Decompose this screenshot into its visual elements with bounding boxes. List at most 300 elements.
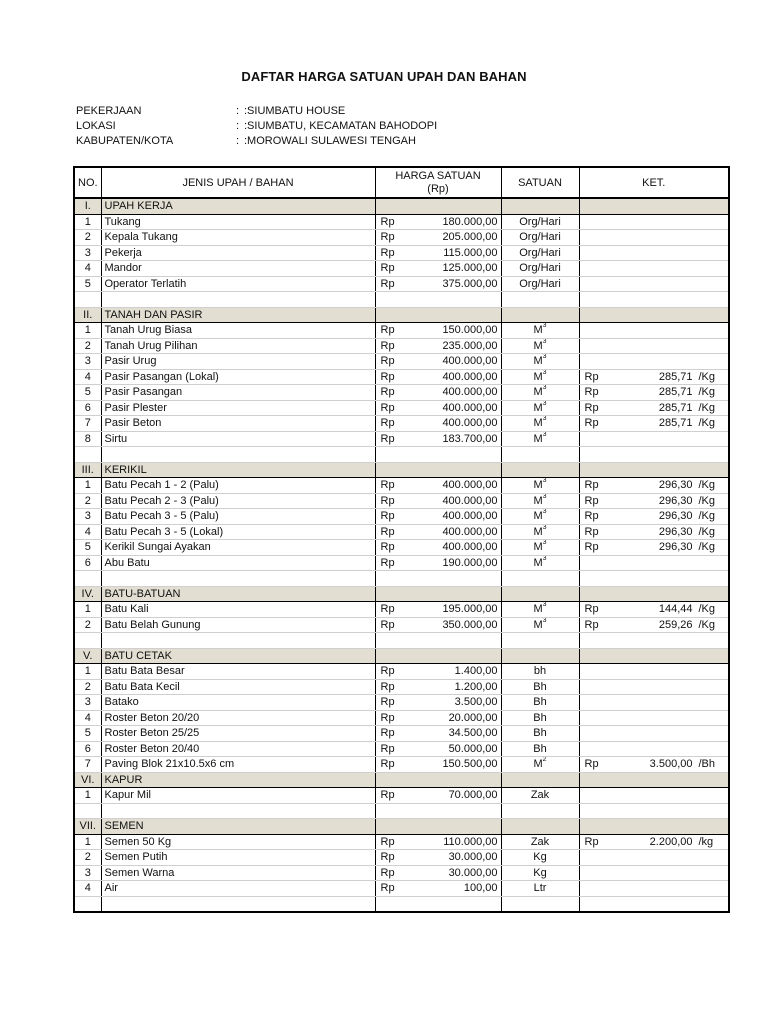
section-cell xyxy=(501,307,579,323)
item-unit-cell xyxy=(501,695,579,711)
item-ket-cell xyxy=(579,834,729,850)
price-currency: Rp xyxy=(380,386,395,399)
price-value: 115.000,00 xyxy=(443,246,498,259)
ket-value: 296,30 xyxy=(658,479,693,492)
item-price-cell xyxy=(375,245,501,261)
item-price xyxy=(379,432,498,446)
price-table xyxy=(73,166,730,913)
item-ket xyxy=(583,509,726,523)
item-unit: M xyxy=(533,541,543,554)
ket-unit: /Kg xyxy=(698,510,716,523)
item-unit: M xyxy=(533,525,543,538)
ket-value: 296,30 xyxy=(658,541,693,554)
item-ket xyxy=(583,370,726,384)
item-ket-cell xyxy=(579,276,729,292)
meta-separator: : xyxy=(236,120,240,132)
item-price xyxy=(379,509,498,523)
item-name: Batu Bata Kecil xyxy=(101,679,375,695)
price-currency: Rp xyxy=(380,603,395,616)
item-ket xyxy=(583,602,726,616)
blank-row xyxy=(74,571,729,587)
item-price-cell xyxy=(375,354,501,370)
meta-label: PEKERJAAN xyxy=(76,105,142,117)
meta-label: LOKASI xyxy=(76,120,116,132)
ket-value: 285,71 xyxy=(658,370,693,383)
table-row xyxy=(74,788,729,804)
ket-currency: Rp xyxy=(584,835,599,848)
table-row xyxy=(74,741,729,757)
price-value: 400.000,00 xyxy=(442,417,498,430)
item-ket xyxy=(583,401,726,415)
item-number: 2 xyxy=(74,338,101,354)
price-currency: Rp xyxy=(380,525,395,538)
item-price xyxy=(379,742,498,756)
item-name: Pasir Pasangan xyxy=(101,385,375,401)
header-ket: KET. xyxy=(579,167,729,198)
table-row xyxy=(74,416,729,432)
section-cell xyxy=(375,586,501,602)
item-price-cell xyxy=(375,710,501,726)
blank-cell xyxy=(579,896,729,912)
table-row xyxy=(74,323,729,339)
ket-unit: /Kg xyxy=(698,541,716,554)
item-ket xyxy=(583,494,726,508)
section-title: BATU-BATUAN xyxy=(101,586,375,602)
item-name: Batu Kali xyxy=(101,602,375,618)
ket-unit: /Kg xyxy=(698,417,716,430)
item-price-cell xyxy=(375,369,501,385)
table-row xyxy=(74,834,729,850)
item-price-cell xyxy=(375,602,501,618)
project-info xyxy=(76,104,437,149)
item-ket-cell xyxy=(579,726,729,742)
price-currency: Rp xyxy=(380,401,395,414)
item-price xyxy=(379,602,498,616)
item-unit: M xyxy=(533,417,543,430)
table-row xyxy=(74,865,729,881)
item-price xyxy=(379,261,498,275)
meta-row-pekerjaan xyxy=(76,104,437,119)
item-ket-cell xyxy=(579,478,729,494)
item-price xyxy=(379,540,498,554)
price-currency: Rp xyxy=(380,370,395,383)
item-name: Batu Belah Gunung xyxy=(101,617,375,633)
item-unit-cell xyxy=(501,338,579,354)
item-unit: M xyxy=(533,479,543,492)
item-unit: Kg xyxy=(533,851,547,864)
blank-cell xyxy=(375,803,501,819)
item-unit: M xyxy=(533,401,543,414)
item-ket-cell xyxy=(579,261,729,277)
item-name: Kepala Tukang xyxy=(101,230,375,246)
item-price xyxy=(379,850,498,864)
section-cell xyxy=(375,772,501,788)
item-ket-cell xyxy=(579,354,729,370)
item-unit: M xyxy=(533,339,543,352)
unit-exponent: 2 xyxy=(542,756,547,764)
price-value: 34.500,00 xyxy=(448,727,498,740)
price-value: 195.000,00 xyxy=(442,603,498,616)
section-cell xyxy=(501,648,579,664)
blank-row xyxy=(74,896,729,912)
blank-cell xyxy=(579,292,729,308)
item-price xyxy=(379,711,498,725)
item-unit: M xyxy=(533,386,543,399)
item-ket xyxy=(583,385,726,399)
table-row xyxy=(74,276,729,292)
ket-value: 285,71 xyxy=(658,386,693,399)
table-row xyxy=(74,338,729,354)
price-currency: Rp xyxy=(380,231,395,244)
section-row xyxy=(74,819,729,835)
header-price xyxy=(375,167,501,198)
item-name: Pasir Pasangan (Lokal) xyxy=(101,369,375,385)
blank-cell xyxy=(74,896,101,912)
item-price-cell xyxy=(375,726,501,742)
item-price-cell xyxy=(375,261,501,277)
item-number: 5 xyxy=(74,385,101,401)
section-row xyxy=(74,648,729,664)
table-row xyxy=(74,850,729,866)
item-price xyxy=(379,478,498,492)
section-title: KAPUR xyxy=(101,772,375,788)
item-unit-cell xyxy=(501,323,579,339)
price-currency: Rp xyxy=(380,618,395,631)
unit-exponent: 3 xyxy=(542,493,547,500)
item-ket-cell xyxy=(579,338,729,354)
unit-exponent: 3 xyxy=(542,539,547,547)
price-currency: Rp xyxy=(380,556,395,569)
price-value: 1.400,00 xyxy=(454,665,498,678)
item-number: 3 xyxy=(74,354,101,370)
price-value: 180.000,00 xyxy=(442,215,498,228)
item-name: Paving Blok 21x10.5x6 cm xyxy=(101,757,375,773)
price-value: 20.000,00 xyxy=(448,711,498,724)
item-number: 4 xyxy=(74,261,101,277)
price-currency: Rp xyxy=(380,758,395,771)
item-price xyxy=(379,339,498,353)
table-row xyxy=(74,245,729,261)
item-price-cell xyxy=(375,850,501,866)
price-value: 400.000,00 xyxy=(442,479,498,492)
item-price-cell xyxy=(375,695,501,711)
price-value: 125.000,00 xyxy=(442,262,498,275)
table-row xyxy=(74,524,729,540)
item-ket-cell xyxy=(579,245,729,261)
item-price-cell xyxy=(375,679,501,695)
item-unit: M xyxy=(533,556,543,569)
item-unit: Bh xyxy=(533,727,547,740)
item-ket-cell xyxy=(579,757,729,773)
ket-value: 3.500,00 xyxy=(649,758,693,771)
price-value: 400.000,00 xyxy=(442,494,498,507)
item-unit-cell xyxy=(501,524,579,540)
item-number: 2 xyxy=(74,850,101,866)
item-unit: Org/Hari xyxy=(519,262,561,275)
blank-cell xyxy=(375,447,501,463)
price-value: 110.000,00 xyxy=(443,835,498,848)
item-price-cell xyxy=(375,555,501,571)
blank-cell xyxy=(375,292,501,308)
item-unit: bh xyxy=(533,665,547,678)
item-ket-cell xyxy=(579,602,729,618)
table-row xyxy=(74,710,729,726)
section-number: II. xyxy=(74,307,101,323)
unit-exponent: 3 xyxy=(542,338,547,345)
section-cell xyxy=(501,462,579,478)
price-currency: Rp xyxy=(380,866,395,879)
item-price xyxy=(379,695,498,709)
header-name: JENIS UPAH / BAHAN xyxy=(101,167,375,198)
item-number: 1 xyxy=(74,214,101,230)
ket-currency: Rp xyxy=(584,758,599,771)
item-number: 5 xyxy=(74,276,101,292)
item-number: 1 xyxy=(74,478,101,494)
item-name: Mandor xyxy=(101,261,375,277)
item-ket-cell xyxy=(579,865,729,881)
item-unit-cell xyxy=(501,369,579,385)
item-price xyxy=(379,664,498,678)
item-unit: Bh xyxy=(533,680,547,693)
section-cell xyxy=(579,462,729,478)
table-row xyxy=(74,261,729,277)
item-price-cell xyxy=(375,865,501,881)
unit-exponent: 3 xyxy=(542,555,547,562)
price-value: 30.000,00 xyxy=(448,851,498,864)
item-ket xyxy=(583,416,726,430)
item-name: Batu Bata Besar xyxy=(101,664,375,680)
blank-cell xyxy=(74,571,101,587)
section-cell xyxy=(375,819,501,835)
ket-currency: Rp xyxy=(584,370,599,383)
section-cell xyxy=(579,198,729,214)
item-price xyxy=(379,835,498,849)
unit-exponent: 3 xyxy=(542,508,547,516)
blank-cell xyxy=(74,633,101,649)
item-price-cell xyxy=(375,431,501,447)
meta-row-kabupaten xyxy=(76,134,437,149)
section-cell xyxy=(375,198,501,214)
ket-currency: Rp xyxy=(584,494,599,507)
item-ket xyxy=(583,478,726,492)
item-ket-cell xyxy=(579,555,729,571)
item-number: 6 xyxy=(74,555,101,571)
item-number: 7 xyxy=(74,416,101,432)
price-value: 400.000,00 xyxy=(442,401,498,414)
blank-cell xyxy=(501,292,579,308)
item-price xyxy=(379,215,498,229)
item-price xyxy=(379,494,498,508)
price-value: 375.000,00 xyxy=(442,277,498,290)
ket-value: 285,71 xyxy=(658,401,693,414)
price-value: 400.000,00 xyxy=(442,525,498,538)
item-ket-cell xyxy=(579,741,729,757)
section-title: SEMEN xyxy=(101,819,375,835)
table-row xyxy=(74,679,729,695)
meta-separator: : xyxy=(236,135,240,147)
table-row xyxy=(74,385,729,401)
item-unit: Zak xyxy=(530,835,550,848)
item-price-cell xyxy=(375,617,501,633)
ket-value: 296,30 xyxy=(658,510,693,523)
item-unit-cell xyxy=(501,509,579,525)
item-price-cell xyxy=(375,276,501,292)
table-row xyxy=(74,757,729,773)
item-unit: M xyxy=(533,355,543,368)
ket-currency: Rp xyxy=(584,525,599,538)
item-price xyxy=(379,556,498,570)
item-price-cell xyxy=(375,400,501,416)
blank-cell xyxy=(579,571,729,587)
item-name: Pasir Urug xyxy=(101,354,375,370)
blank-cell xyxy=(101,633,375,649)
item-ket xyxy=(583,757,726,771)
item-price xyxy=(379,416,498,430)
section-title: TANAH DAN PASIR xyxy=(101,307,375,323)
meta-row-lokasi xyxy=(76,119,437,134)
item-unit-cell xyxy=(501,850,579,866)
item-name: Batako xyxy=(101,695,375,711)
item-number: 2 xyxy=(74,617,101,633)
item-name: Semen Putih xyxy=(101,850,375,866)
table-row xyxy=(74,664,729,680)
section-cell xyxy=(579,307,729,323)
item-ket-cell xyxy=(579,230,729,246)
item-ket-cell xyxy=(579,850,729,866)
table-row xyxy=(74,602,729,618)
price-currency: Rp xyxy=(380,742,395,755)
item-unit-cell xyxy=(501,664,579,680)
item-price-cell xyxy=(375,385,501,401)
section-number: IV. xyxy=(74,586,101,602)
item-number: 3 xyxy=(74,865,101,881)
item-price xyxy=(379,230,498,244)
table-header xyxy=(74,167,729,198)
item-number: 5 xyxy=(74,540,101,556)
price-currency: Rp xyxy=(380,324,395,337)
section-title: KERIKIL xyxy=(101,462,375,478)
ket-value: 285,71 xyxy=(658,417,693,430)
item-price xyxy=(379,618,498,632)
header-no: NO. xyxy=(74,167,101,198)
table-row xyxy=(74,617,729,633)
item-unit-cell xyxy=(501,881,579,897)
unit-exponent: 3 xyxy=(542,322,547,330)
unit-exponent: 3 xyxy=(542,400,547,407)
price-currency: Rp xyxy=(380,479,395,492)
item-name: Sirtu xyxy=(101,431,375,447)
price-currency: Rp xyxy=(380,417,395,430)
blank-row xyxy=(74,292,729,308)
price-currency: Rp xyxy=(380,696,395,709)
item-price xyxy=(379,277,498,291)
price-value: 350.000,00 xyxy=(442,618,498,631)
item-price-cell xyxy=(375,881,501,897)
blank-cell xyxy=(375,896,501,912)
item-name: Batu Pecah 3 - 5 (Palu) xyxy=(101,509,375,525)
item-unit-cell xyxy=(501,261,579,277)
item-price-cell xyxy=(375,416,501,432)
item-ket-cell xyxy=(579,617,729,633)
price-currency: Rp xyxy=(380,510,395,523)
price-currency: Rp xyxy=(380,727,395,740)
item-number: 4 xyxy=(74,369,101,385)
price-value: 205.000,00 xyxy=(442,231,498,244)
price-currency: Rp xyxy=(380,851,395,864)
price-currency: Rp xyxy=(380,541,395,554)
item-ket-cell xyxy=(579,788,729,804)
item-ket-cell xyxy=(579,664,729,680)
item-ket xyxy=(583,525,726,539)
unit-exponent: 3 xyxy=(542,384,547,392)
item-unit: Bh xyxy=(533,742,547,755)
ket-unit: /kg xyxy=(698,835,714,848)
price-value: 183.700,00 xyxy=(442,432,498,445)
item-number: 4 xyxy=(74,881,101,897)
ket-unit: /Bh xyxy=(698,758,716,771)
item-number: 8 xyxy=(74,431,101,447)
price-currency: Rp xyxy=(380,711,395,724)
section-row xyxy=(74,586,729,602)
ket-value: 296,30 xyxy=(658,525,693,538)
blank-cell xyxy=(501,633,579,649)
price-value: 50.000,00 xyxy=(448,742,498,755)
section-number: V. xyxy=(74,648,101,664)
price-value: 30.000,00 xyxy=(448,866,498,879)
item-unit: Org/Hari xyxy=(519,215,561,228)
item-ket-cell xyxy=(579,400,729,416)
item-unit: M xyxy=(533,603,543,616)
meta-value: :MOROWALI SULAWESI TENGAH xyxy=(244,135,416,147)
section-title: UPAH KERJA xyxy=(101,198,375,214)
section-number: III. xyxy=(74,462,101,478)
item-unit: M xyxy=(533,432,543,445)
blank-cell xyxy=(74,803,101,819)
item-ket-cell xyxy=(579,679,729,695)
blank-cell xyxy=(501,803,579,819)
item-price-cell xyxy=(375,493,501,509)
item-price xyxy=(379,866,498,880)
table-row xyxy=(74,881,729,897)
ket-value: 296,30 xyxy=(658,494,693,507)
item-name: Air xyxy=(101,881,375,897)
item-price-cell xyxy=(375,540,501,556)
item-ket-cell xyxy=(579,323,729,339)
section-row xyxy=(74,198,729,214)
item-unit-cell xyxy=(501,679,579,695)
item-name: Kapur Mil xyxy=(101,788,375,804)
section-cell xyxy=(579,648,729,664)
table-row xyxy=(74,400,729,416)
section-cell xyxy=(375,648,501,664)
section-cell xyxy=(501,819,579,835)
item-unit-cell xyxy=(501,726,579,742)
ket-unit: /Kg xyxy=(698,370,716,383)
ket-unit: /Kg xyxy=(698,618,716,631)
item-ket-cell xyxy=(579,540,729,556)
item-price-cell xyxy=(375,478,501,494)
item-number: 5 xyxy=(74,726,101,742)
ket-unit: /Kg xyxy=(698,525,716,538)
item-price-cell xyxy=(375,757,501,773)
document-title: DAFTAR HARGA SATUAN UPAH DAN BAHAN xyxy=(241,69,527,84)
price-value: 150.000,00 xyxy=(442,324,498,337)
item-name: Roster Beton 20/40 xyxy=(101,741,375,757)
ket-unit: /Kg xyxy=(698,479,716,492)
section-row xyxy=(74,462,729,478)
item-price-cell xyxy=(375,524,501,540)
ket-currency: Rp xyxy=(584,417,599,430)
